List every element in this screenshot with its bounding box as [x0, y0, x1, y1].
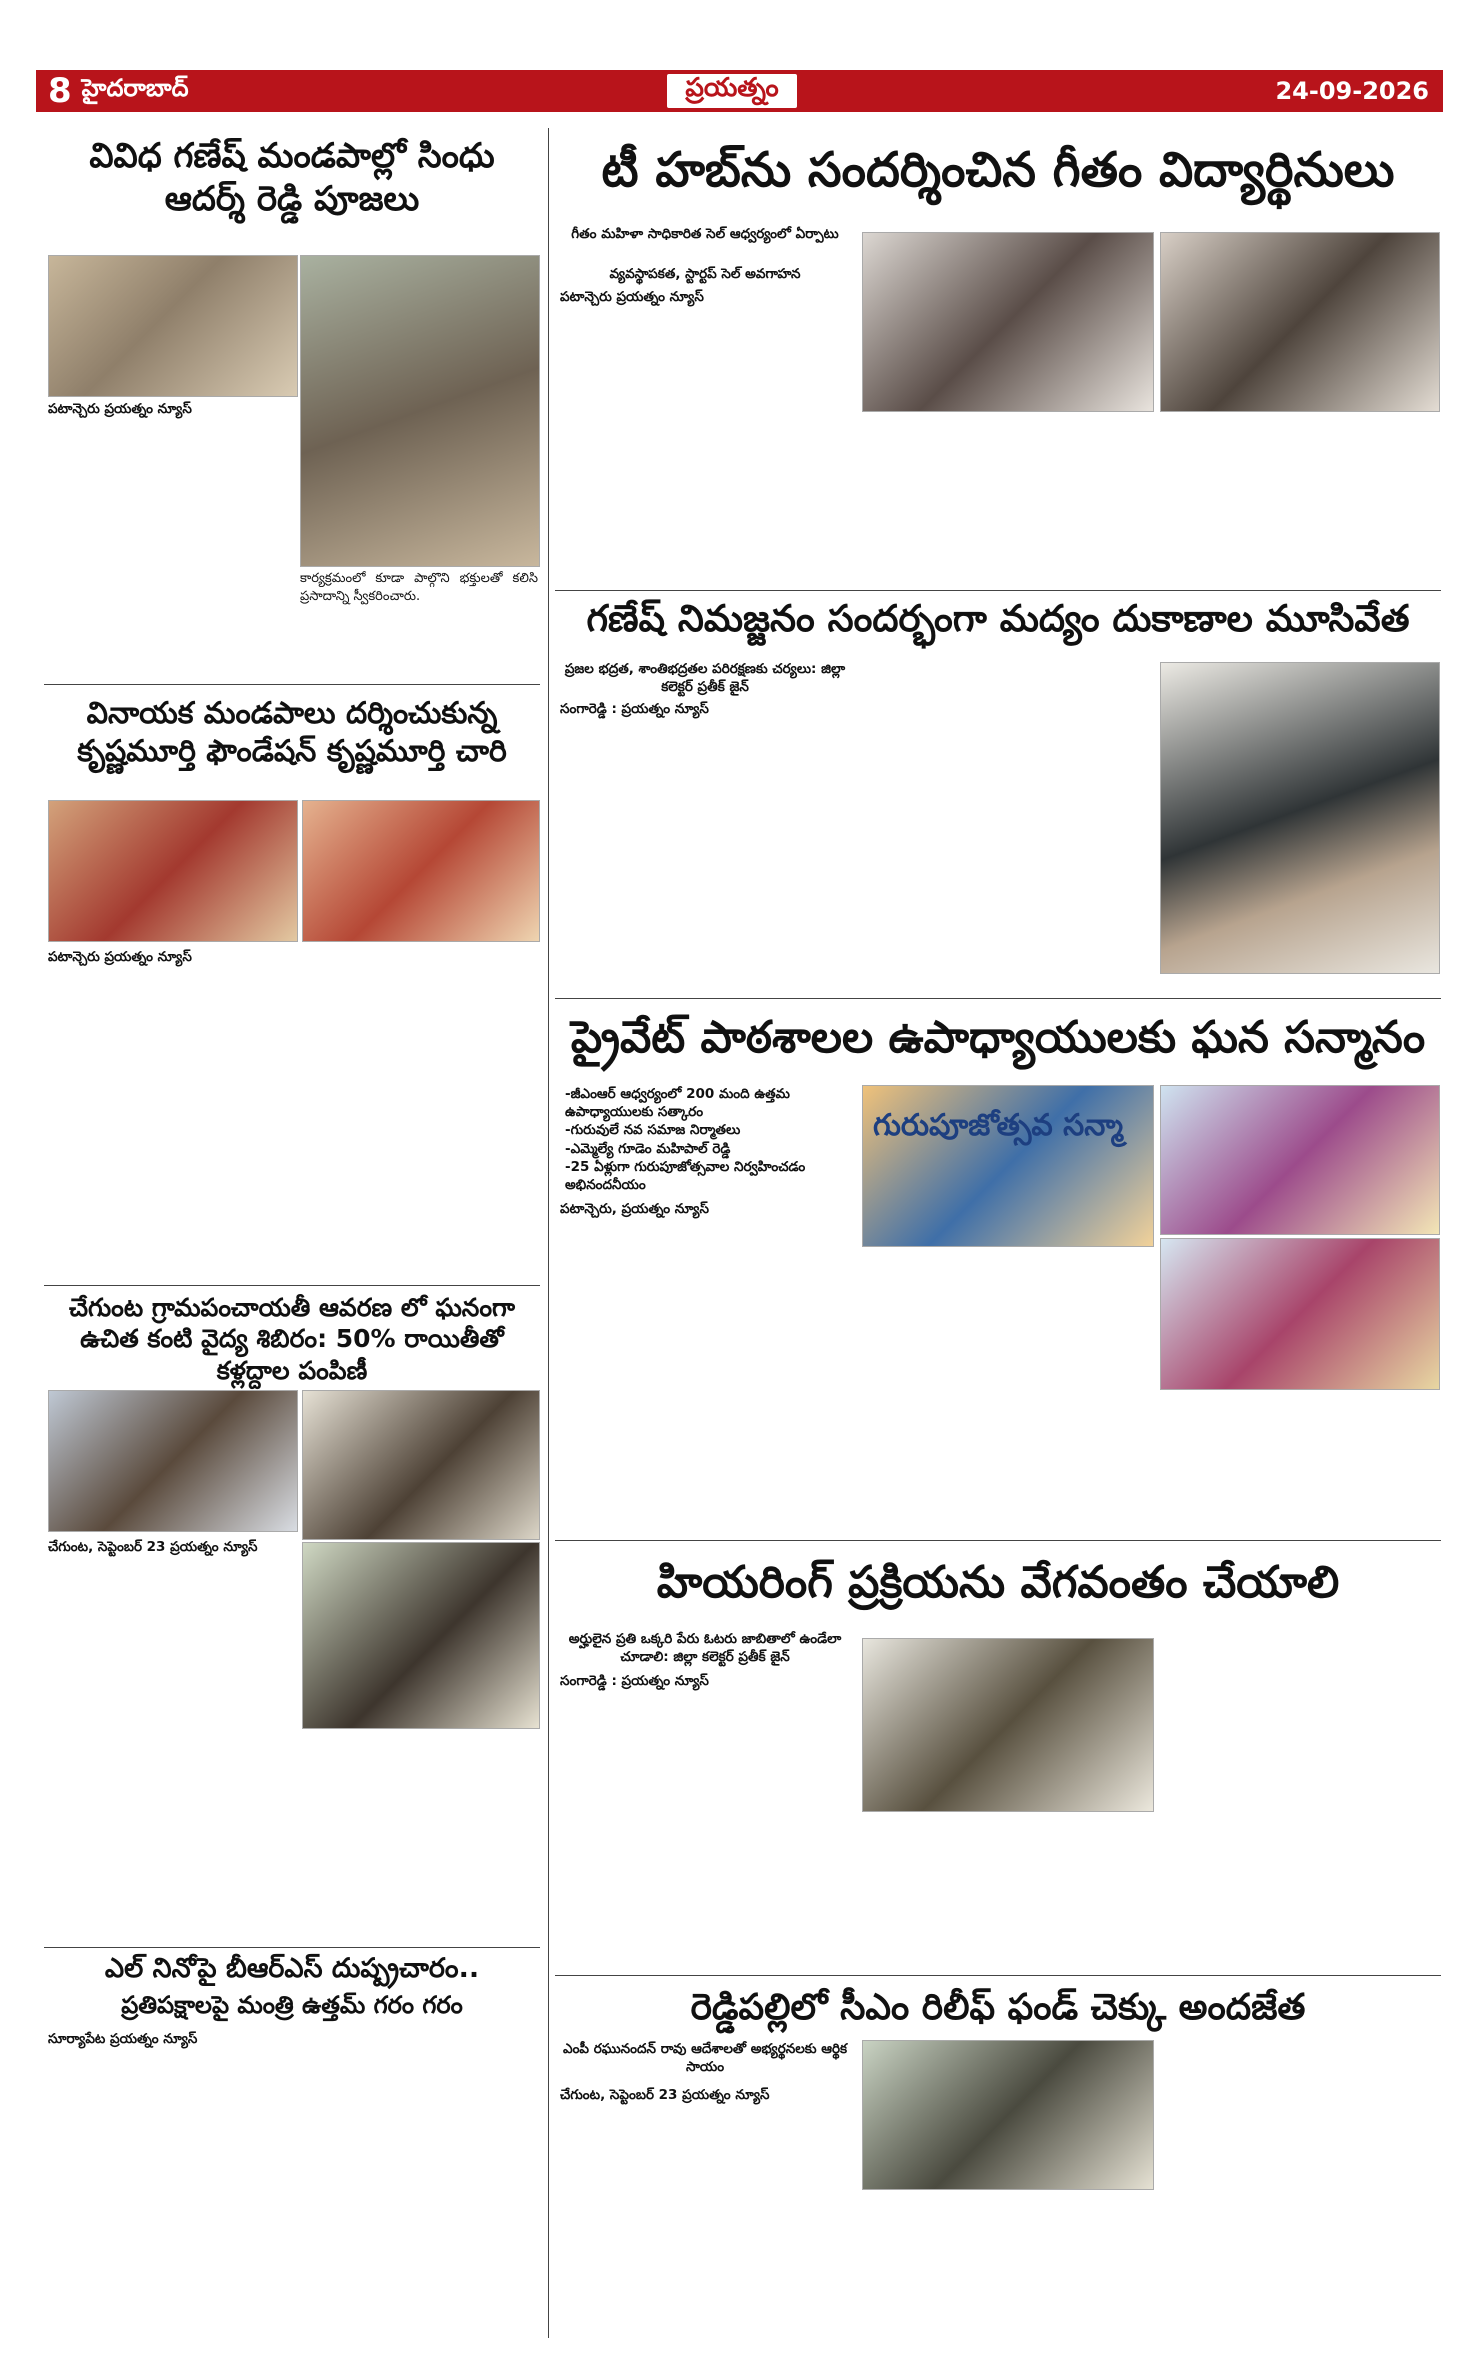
sindhu-body [48, 400, 294, 420]
eye-camp-body [48, 1538, 296, 1558]
uttam-headline: ఎల్ నినోపై బీఆర్ఎస్ దుష్ప్రచారం.. [104, 1953, 480, 1984]
uttam-subhead: ప్రతిపక్షాలపై మంత్రి ఉత్తమ్ గరం గరం [121, 1991, 463, 2019]
city-name: హైదరాబాద్ [81, 74, 189, 102]
relief-subhead: ఎంపీ రఘునందన్ రావు ఆదేశాలతో అభ్యర్థనలకు ఆర్థిక సాయం [562, 2041, 848, 2076]
hearing-body [560, 1672, 850, 1692]
teachers-point: -ఎమ్మెల్యే గూడెం మహిపాల్ రెడ్డి [565, 1140, 731, 1157]
sindhu-dateline: పటాన్చెరు ప్రయత్నం న్యూస్ [48, 401, 192, 417]
issue-date: 24-09-2026 [1275, 77, 1429, 105]
teachers-photo-3 [1160, 1238, 1440, 1390]
krishnamurthy-headline: వినాయక మండపాలు దర్శించుకున్న కృష్ణమూర్తి ఫౌండేషన్ కృష్ణమూర్తి చారి [77, 696, 507, 769]
collector-portrait [1160, 662, 1440, 974]
krishnamurthy-photo-1 [48, 800, 298, 942]
teachers-headline: ప్రైవేట్ పాఠశాలల ఉపాధ్యాయులకు ఘన సన్మానం [570, 1012, 1426, 1063]
section-divider [44, 1285, 540, 1286]
teachers-body [560, 1200, 850, 1220]
gitam-headline: టీ హబ్‌ను సందర్శించిన గీతం విద్యార్థినులు [601, 142, 1395, 198]
teachers-point: -జీఎంఆర్ ఆధ్వర్యంలో 200 మంది ఉత్తమ ఉపాధ్యాయులకు సత్కారం [565, 1086, 790, 1121]
relief-body [560, 2086, 850, 2106]
hearing-photo [862, 1638, 1154, 1812]
uttam-dateline: సూర్యాపేట ప్రయత్నం న్యూస్ [48, 2031, 198, 2047]
gitam-photo-2 [1160, 232, 1440, 412]
page-info [36, 71, 189, 111]
eye-camp-photo-2 [302, 1390, 540, 1540]
teachers-point: -గురువులే నవ సమాజ నిర్మాతలు [565, 1122, 741, 1139]
krishnamurthy-body [48, 948, 296, 968]
gitam-subhead: గీతం మహిళా సాధికారిత సెల్ ఆధ్వర్యంలో ఏర్పాటు [571, 226, 839, 242]
relief-dateline: చేగుంట, సెప్టెంబర్ 23 ప్రయత్నం న్యూస్ [560, 2087, 770, 2103]
sindhu-caption: కార్యక్రమంలో కూడా పాల్గొని భక్తులతో కలిసి ప్రసాదాన్ని స్వీకరించారు. [300, 571, 538, 605]
gitam-photo-1 [862, 232, 1154, 412]
section-divider [44, 1947, 540, 1948]
teachers-point: -25 ఏళ్లుగా గురుపూజోత్సవాల నిర్వహించడం అభినందనీయం [565, 1158, 806, 1194]
teachers-photo-1 [862, 1085, 1154, 1247]
gitam-body [560, 288, 850, 308]
relief-headline: రెడ్డిపల్లిలో సీఎం రిలీఫ్ ఫండ్ చెక్కు అందజేత [690, 1987, 1306, 2028]
teachers-dateline: పటాన్చెరు, ప్రయత్నం న్యూస్ [560, 1201, 709, 1217]
teachers-photo-2 [1160, 1085, 1440, 1235]
sindhu-headline: వివిధ గణేష్ మండపాల్లో సింధు ఆదర్శ్ రెడ్డి పూజలు [89, 136, 495, 219]
eye-camp-photo-1 [48, 1390, 298, 1532]
page-masthead [36, 70, 1443, 112]
eye-camp-dateline: చేగుంట, సెప్టెంబర్ 23 ప్రయత్నం న్యూస్ [48, 1539, 258, 1555]
section-divider [555, 998, 1441, 999]
gitam-dateline: పటాన్చెరు ప్రయత్నం న్యూస్ [560, 289, 704, 305]
section-divider [44, 684, 540, 685]
section-divider [555, 1540, 1441, 1541]
gitam-subhead-2: వ్యవస్థాపకత, స్టార్టప్ సెల్ అవగాహన [609, 266, 801, 282]
uttam-body [48, 2030, 288, 2050]
section-divider [555, 590, 1441, 591]
hearing-dateline: సంగారెడ్డి : ప్రయత్నం న్యూస్ [560, 1673, 709, 1689]
liquor-subhead: ప్రజల భద్రత, శాంతిభద్రతల పరిరక్షణకు చర్యలు: జిల్లా కలెక్టర్ ప్రతీక్ జైన్ [564, 661, 846, 696]
liquor-body [560, 700, 850, 720]
page-number: 8 [48, 71, 72, 111]
column-divider [548, 128, 549, 2338]
liquor-dateline: సంగారెడ్డి : ప్రయత్నం న్యూస్ [560, 701, 709, 717]
krishnamurthy-dateline: పటాన్చెరు ప్రయత్నం న్యూస్ [48, 949, 192, 965]
teachers-banner-text: గురుపూజోత్సవ సన్మా [873, 1108, 1124, 1143]
sindhu-photo-2 [300, 255, 540, 567]
teachers-points [565, 1085, 843, 1194]
relief-photo [862, 2040, 1154, 2190]
eye-camp-headline: చేగుంట గ్రామపంచాయతీ ఆవరణ లో ఘనంగా ఉచిత కంటి వైద్య శిబిరం: 50% రాయితీతో కళ్లద్దాల పంపిణీ [68, 1293, 516, 1385]
liquor-headline: గణేష్ నిమజ్జనం సందర్భంగా మద్యం దుకాణాల మూసివేత [586, 597, 1410, 640]
sindhu-photo-1 [48, 255, 298, 397]
hearing-subhead: అర్హులైన ప్రతి ఒక్కరి పేరు ఓటరు జాబితాలో ఉండేలా చూడాలి: జిల్లా కలెక్టర్ ప్రతీక్ జైన్ [568, 1631, 842, 1666]
newspaper-brand: ప్రయత్నం [667, 74, 796, 108]
hearing-headline: హియరింగ్ ప్రక్రియను వేగవంతం చేయాలి [656, 1557, 1340, 1608]
section-divider [555, 1975, 1441, 1976]
krishnamurthy-photo-2 [302, 800, 540, 942]
eye-camp-photo-3 [302, 1542, 540, 1729]
